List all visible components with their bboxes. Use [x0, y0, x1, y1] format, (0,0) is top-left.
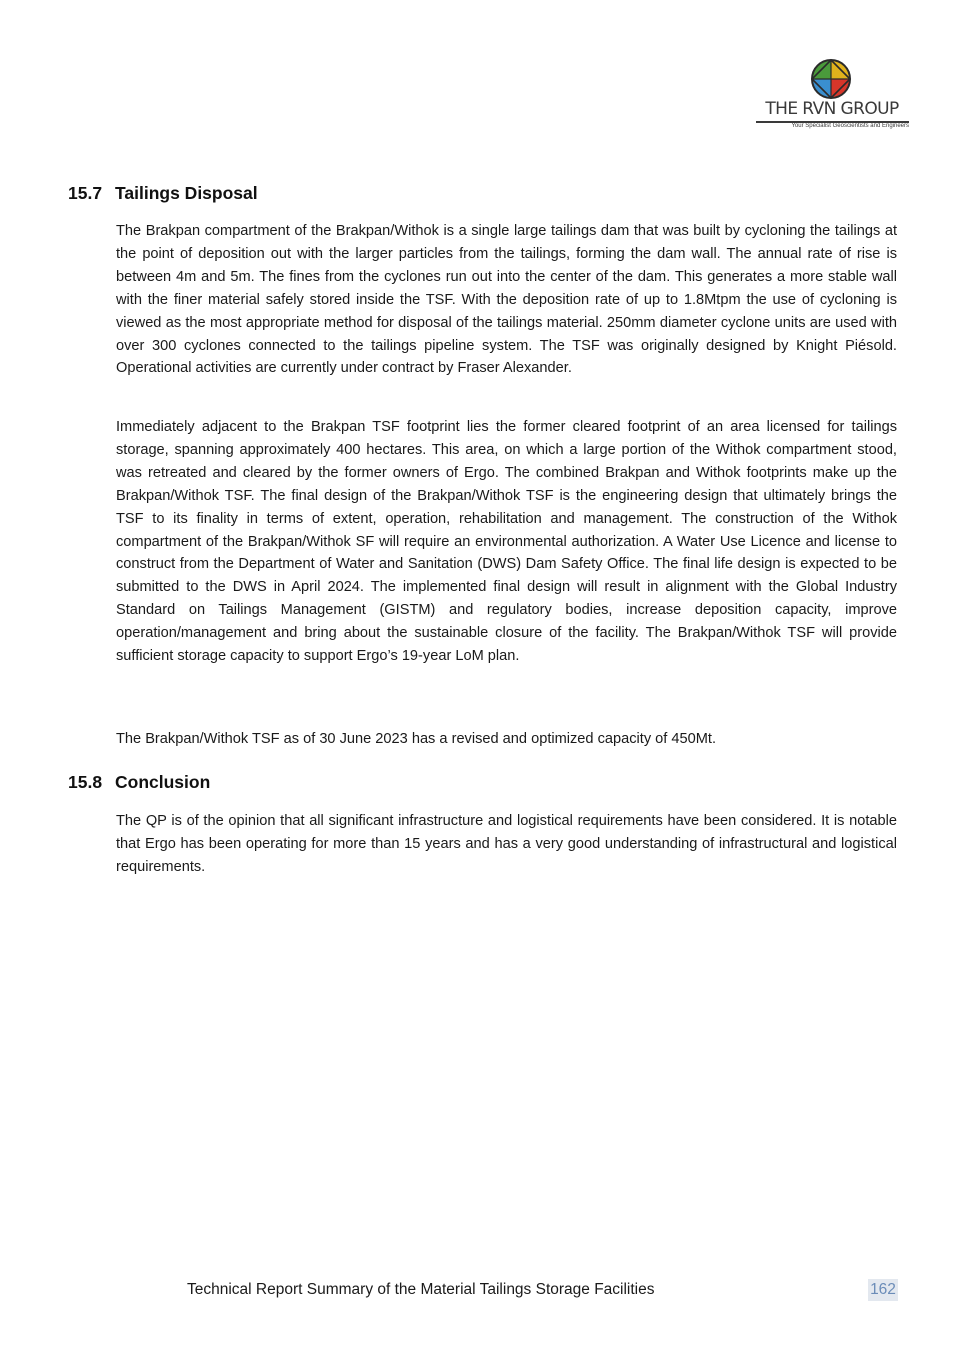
section-title: Tailings Disposal: [115, 183, 258, 203]
section-number: 15.7: [68, 183, 103, 203]
company-logo: [752, 58, 912, 134]
logo-tagline: Your Specialist Geoscientists and Engineers: [791, 123, 909, 129]
paragraph: The QP is of the opinion that all significant infrastructure and logistical requirements have been considered. It is notable that Ergo has been operating for more than 15 years and has a very good understanding of infrastructural and logistical requirements.: [116, 813, 897, 875]
logo-circle-icon: [810, 58, 852, 100]
paragraph: Immediately adjacent to the Brakpan TSF footprint lies the former cleared footprint of an area licensed for tailings storage, spanning approximately 400 hectares. This area, on which a large portion of the Withok compartment stood, was retreated and cleared by the former owners of Ergo. The combined Brakpan and Withok footprints make up the Brakpan/Withok TSF. The final design of the Brakpan/Withok TSF is the engineering design that ultimately brings the TSF to its finality in terms of extent, operation, rehabilitation and management. The construction of the Withok compartment of the Brakpan/Withok SF will require an environmental authorization. A Water Use Licence and license to construct from the Department of Water and Sanitation (DWS) Dam Safety Office. The final life design is expected to be submitted to the DWS in April 2024. The implemented final design will result in alignment with the Global Industry Standard on Tailings Management (GISTM) and regulatory bodies, increase deposition capacity, improve operation/management and bring about the sustainable closure of the facility. The Brakpan/Withok TSF will provide sufficient storage capacity to support Ergo’s 19-year LoM plan.: [116, 419, 897, 665]
logo-title: THE RVN GROUP: [765, 99, 899, 119]
section-number: 15.8: [68, 772, 103, 792]
section-heading-tailings-disposal: [68, 182, 258, 204]
section-title: Conclusion: [115, 772, 211, 792]
paragraph: The Brakpan compartment of the Brakpan/Withok is a single large tailings dam that was built by cycloning the tailings at the point of deposition out with the larger particles from the tailings, forming the dam wall. The annual rate of rise is between 4m and 5m. The fines from the cyclones run out into the center of the dam. This generates a more stable wall with the finer material safely stored inside the TSF. With the deposition rate of up to 1.8Mtpm the use of cycloning is viewed as the most appropriate method for disposal of the tailings material. 250mm diameter cyclone units are used with over 300 cyclones connected to the tailings pipeline system. The TSF was originally designed by Knight Piésold. Operational activities are currently under contract by Fraser Alexander.: [116, 223, 897, 377]
paragraph: The Brakpan/Withok TSF as of 30 June 2023 has a revised and optimized capacity of 450Mt.: [116, 731, 717, 747]
page-number: 162: [868, 1279, 898, 1301]
section-heading-conclusion: [68, 771, 210, 793]
footer-document-title: Technical Report Summary of the Material Tailings Storage Facilities: [187, 1281, 655, 1298]
